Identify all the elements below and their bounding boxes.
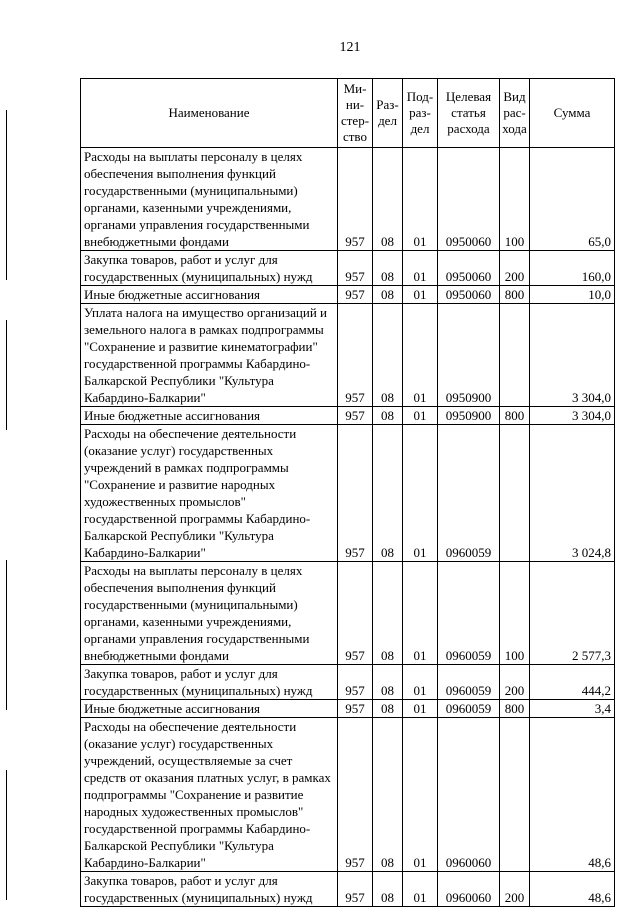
- cell-section: 08: [373, 872, 403, 907]
- cell-subsection: 01: [403, 425, 438, 562]
- cell-section: 08: [373, 286, 403, 304]
- cell-name: Закупка товаров, работ и услуг для государственных (муниципальных) нужд: [81, 665, 338, 700]
- cell-target: 0960059: [438, 665, 500, 700]
- margin-line: [6, 770, 7, 900]
- cell-subsection: 01: [403, 407, 438, 425]
- cell-sum: 10,0: [530, 286, 615, 304]
- cell-target: 0960059: [438, 425, 500, 562]
- cell-ministry: 957: [338, 665, 373, 700]
- cell-subsection: 01: [403, 286, 438, 304]
- header-subsection: Под-раз-дел: [403, 79, 438, 148]
- cell-target: 0950060: [438, 148, 500, 251]
- cell-ministry: 957: [338, 148, 373, 251]
- cell-name: Расходы на обеспечение деятельности (оказание услуг) государственных учреждений в рамках подпрограммы "Сохранение и развитие народных художественных промыслов" государственной программы Кабардино-Балкарской Республики "Культура Кабардино-Балкарии": [81, 425, 338, 562]
- cell-type: 100: [500, 562, 530, 665]
- cell-sum: 3 304,0: [530, 304, 615, 407]
- table-row: [81, 304, 615, 407]
- table-row: [81, 700, 615, 718]
- budget-table: [80, 78, 615, 907]
- cell-type: 200: [500, 251, 530, 286]
- cell-ministry: 957: [338, 700, 373, 718]
- margin-line: [6, 320, 7, 430]
- table-row: [81, 718, 615, 872]
- table-row: [81, 872, 615, 907]
- cell-target: 0950060: [438, 286, 500, 304]
- cell-subsection: 01: [403, 562, 438, 665]
- cell-sum: 3,4: [530, 700, 615, 718]
- header-type: Вид рас-хода: [500, 79, 530, 148]
- cell-sum: 48,6: [530, 872, 615, 907]
- header-name: Наименование: [81, 79, 338, 148]
- cell-section: 08: [373, 407, 403, 425]
- cell-target: 0960060: [438, 872, 500, 907]
- cell-section: 08: [373, 425, 403, 562]
- cell-target: 0950900: [438, 304, 500, 407]
- margin-line: [6, 560, 7, 710]
- table-row: [81, 562, 615, 665]
- cell-name: Расходы на выплаты персоналу в целях обеспечения выполнения функций государственными (муниципальными) органами, казенными учреждениями, органами управления государственными внебюджетными фондами: [81, 148, 338, 251]
- cell-name: Иные бюджетные ассигнования: [81, 700, 338, 718]
- cell-name: Иные бюджетные ассигнования: [81, 407, 338, 425]
- cell-type: 800: [500, 286, 530, 304]
- cell-subsection: 01: [403, 251, 438, 286]
- cell-type: [500, 425, 530, 562]
- cell-ministry: 957: [338, 872, 373, 907]
- cell-section: 08: [373, 304, 403, 407]
- cell-subsection: 01: [403, 700, 438, 718]
- cell-sum: 48,6: [530, 718, 615, 872]
- cell-type: 100: [500, 148, 530, 251]
- cell-name: Иные бюджетные ассигнования: [81, 286, 338, 304]
- cell-target: 0950900: [438, 407, 500, 425]
- cell-subsection: 01: [403, 148, 438, 251]
- cell-sum: 2 577,3: [530, 562, 615, 665]
- cell-target: 0960059: [438, 700, 500, 718]
- table-row: [81, 407, 615, 425]
- cell-section: 08: [373, 665, 403, 700]
- cell-target: 0960059: [438, 562, 500, 665]
- cell-section: 08: [373, 148, 403, 251]
- cell-type: 800: [500, 407, 530, 425]
- header-ministry: Ми-ни-стер-ство: [338, 79, 373, 148]
- table-header-row: [81, 79, 615, 148]
- cell-type: 200: [500, 665, 530, 700]
- cell-ministry: 957: [338, 304, 373, 407]
- table-row: [81, 665, 615, 700]
- cell-section: 08: [373, 562, 403, 665]
- header-sum: Сумма: [530, 79, 615, 148]
- table-row: [81, 148, 615, 251]
- cell-ministry: 957: [338, 407, 373, 425]
- cell-type: [500, 304, 530, 407]
- cell-sum: 65,0: [530, 148, 615, 251]
- cell-ministry: 957: [338, 425, 373, 562]
- cell-type: 800: [500, 700, 530, 718]
- cell-type: [500, 718, 530, 872]
- cell-subsection: 01: [403, 304, 438, 407]
- cell-name: Расходы на обеспечение деятельности (оказание услуг) государственных учреждений, осуществляемые за счет средств от оказания платных услуг, в рамках подпрограммы "Сохранение и развитие народных художественных промыслов" государственной программы Кабардино-Балкарской Республики "Культура Кабардино-Балкарии": [81, 718, 338, 872]
- cell-sum: 3 024,8: [530, 425, 615, 562]
- cell-target: 0960060: [438, 718, 500, 872]
- cell-ministry: 957: [338, 251, 373, 286]
- cell-sum: 444,2: [530, 665, 615, 700]
- cell-name: Уплата налога на имущество организаций и земельного налога в рамках подпрограммы "Сохранение и развитие кинематографии" государственной программы Кабардино-Балкарской Республики "Культура Кабардино-Балкарии": [81, 304, 338, 407]
- table-row: [81, 251, 615, 286]
- table-row: [81, 286, 615, 304]
- cell-subsection: 01: [403, 872, 438, 907]
- cell-target: 0950060: [438, 251, 500, 286]
- cell-name: Закупка товаров, работ и услуг для государственных (муниципальных) нужд: [81, 251, 338, 286]
- cell-type: 200: [500, 872, 530, 907]
- cell-section: 08: [373, 718, 403, 872]
- cell-subsection: 01: [403, 665, 438, 700]
- table-row: [81, 425, 615, 562]
- cell-name: Закупка товаров, работ и услуг для государственных (муниципальных) нужд: [81, 872, 338, 907]
- margin-line: [6, 110, 7, 280]
- cell-name: Расходы на выплаты персоналу в целях обеспечения выполнения функций государственными (муниципальными) органами, казенными учреждениями, органами управления государственными внебюджетными фондами: [81, 562, 338, 665]
- cell-section: 08: [373, 700, 403, 718]
- cell-sum: 160,0: [530, 251, 615, 286]
- cell-subsection: 01: [403, 718, 438, 872]
- header-section: Раз-дел: [373, 79, 403, 148]
- header-target: Целевая статья расхода: [438, 79, 500, 148]
- cell-ministry: 957: [338, 286, 373, 304]
- cell-section: 08: [373, 251, 403, 286]
- cell-ministry: 957: [338, 718, 373, 872]
- cell-ministry: 957: [338, 562, 373, 665]
- page-number: 121: [339, 40, 361, 55]
- cell-sum: 3 304,0: [530, 407, 615, 425]
